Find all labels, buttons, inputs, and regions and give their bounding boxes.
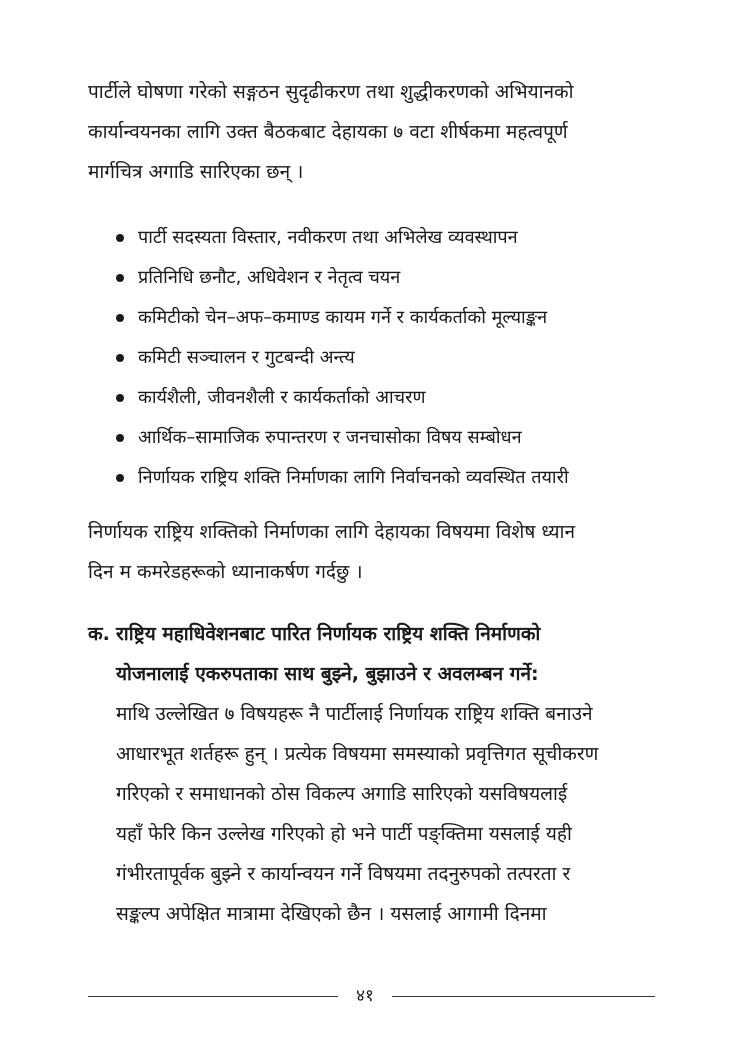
section-marker: क. bbox=[88, 623, 110, 645]
bullet-item: पार्टी सदस्यता विस्तार, नवीकरण तथा अभिलेख व्यवस्थापन bbox=[112, 218, 672, 258]
section-body-line: माथि उल्लेखित ७ विषयहरू नै पार्टीलाई निर्णायक राष्ट्रिय शक्ति बनाउने bbox=[116, 703, 593, 725]
footer-rule-left bbox=[88, 996, 338, 997]
bullet-item: आर्थिक–सामाजिक रुपान्तरण र जनचासोका विषय सम्बोधन bbox=[112, 418, 672, 458]
bullet-item: निर्णायक राष्ट्रिय शक्ति निर्माणका लागि निर्वाचनको व्यवस्थित तयारी bbox=[112, 458, 672, 498]
section-body-line: सङ्कल्प अपेक्षित मात्रामा देखिएको छैन । यसलाई आगामी दिनमा bbox=[116, 903, 547, 925]
agenda-bullet-list bbox=[112, 218, 672, 498]
section-body-line: आधारभूत शर्तहरू हुन् । प्रत्येक विषयमा समस्याको प्रवृत्तिगत सूचीकरण bbox=[116, 743, 599, 765]
section-ka bbox=[88, 614, 668, 934]
section-body-line: यहाँ फेरि किन उल्लेख गरिएको हो भने पार्टी पङ्क्तिमा यसलाई यही bbox=[116, 823, 572, 845]
section-body-line: गरिएको र समाधानको ठोस विकल्प अगाडि सारिएको यसविषयलाई bbox=[116, 783, 568, 805]
intro-paragraph bbox=[88, 72, 658, 192]
intro-line: कार्यान्वयनका लागि उक्त बैठकबाट देहायका ७ वटा शीर्षकमा महत्वपूर्ण bbox=[88, 121, 568, 143]
intro-line: मार्गचित्र अगाडि सारिएका छन् । bbox=[88, 161, 304, 183]
bullet-item: प्रतिनिधि छनौट, अधिवेशन र नेतृत्व चयन bbox=[112, 258, 672, 298]
attention-paragraph bbox=[88, 512, 658, 592]
bullet-item: कमिटी सञ्चालन र गुटबन्दी अन्त्य bbox=[112, 338, 672, 378]
bullet-item: कार्यशैली, जीवनशैली र कार्यकर्ताको आचरण bbox=[112, 378, 672, 418]
page-number: ४१ bbox=[356, 986, 374, 1006]
section-body bbox=[116, 614, 668, 934]
section-body-line: गंभीरतापूर्वक बुझ्ने र कार्यान्वयन गर्ने विषयमा तदनुरुपको तत्परता र bbox=[116, 863, 571, 885]
attention-line: दिन म कमरेडहरूको ध्यानाकर्षण गर्दछु । bbox=[88, 561, 363, 583]
section-heading-line: राष्ट्रिय महाधिवेशनबाट पारित निर्णायक राष्ट्रिय शक्ति निर्माणको bbox=[116, 623, 541, 645]
footer-rule-right bbox=[392, 996, 655, 997]
intro-line: पार्टीले घोषणा गरेको सङ्गठन सुदृढीकरण तथा शुद्धीकरणको अभियानको bbox=[88, 81, 574, 103]
attention-line: निर्णायक राष्ट्रिय शक्तिको निर्माणका लागि देहायका विषयमा विशेष ध्यान bbox=[88, 521, 575, 543]
section-heading-line: योजनालाई एकरुपताका साथ बुझ्ने, बुझाउने र अवलम्बन गर्ने: bbox=[116, 663, 539, 685]
bullet-item: कमिटीको चेन–अफ–कमाण्ड कायम गर्ने र कार्यकर्ताको मूल्याङ्कन bbox=[112, 298, 672, 338]
